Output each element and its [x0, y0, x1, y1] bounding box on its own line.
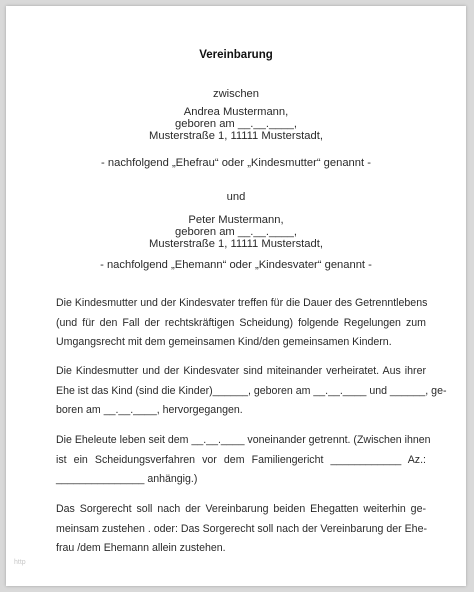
paragraph-line: Ehe ist das Kind (sind die Kinder)______, geboren am __.__.____ und ______, ge-: [56, 384, 447, 397]
paragraph-line: Umgangsrecht mit dem gemeinsamen Kind/den gemeinsamen Kindern.: [56, 336, 392, 348]
paragraph-line: boren am __.__.____, hervorgegangen.: [56, 404, 243, 416]
between-label: zwischen: [212, 88, 259, 100]
party1-born: geboren am __.__.____,: [175, 118, 297, 130]
party2-born: geboren am __.__.____,: [175, 226, 297, 238]
paragraph-line: _______________ anhängig.): [56, 473, 198, 485]
watermark-text: http: [14, 559, 26, 566]
paragraph-line: Die Kindesmutter und der Kindesvater treffen für die Dauer des Getrenntlebens: [56, 297, 428, 309]
party2-address: Musterstraße 1, 11111 Musterstadt,: [149, 238, 323, 250]
paragraph-line: Das Sorgerecht soll nach der Vereinbarung beiden Ehegatten weiterhin ge-: [56, 503, 426, 515]
and-label: und: [226, 191, 246, 203]
paragraph-line: Die Eheleute leben seit dem __.__.____ voneinander getrennt. (Zwischen ihnen: [56, 434, 431, 446]
paragraph-line: ist ein Scheidungsverfahren vor dem Familiengericht ____________ Az.:: [56, 453, 426, 466]
paragraph-line: meinsam zustehen . oder: Das Sorgerecht soll nach der Vereinbarung der Ehe-: [56, 522, 427, 535]
party2-designation: - nachfolgend „Ehemann“ oder „Kindesvater“ genannt -: [100, 259, 372, 271]
paragraph-sorgerecht: [56, 500, 426, 559]
paragraph-ehe: [56, 362, 447, 421]
paragraph-line: Die Kindesmutter und der Kindesvater sind miteinander verheiratet. Aus ihrer: [56, 365, 426, 377]
paragraph-line: (und für den Fall der rechtskräftigen Scheidung) folgende Regelungen zum: [56, 316, 426, 329]
document-page: [6, 6, 466, 586]
paragraph-line: frau /dem Ehemann allein zustehen.: [56, 542, 226, 554]
party2-name: Peter Mustermann,: [188, 214, 284, 226]
paragraph-umgangsrecht: [56, 294, 426, 353]
party1-address: Musterstraße 1, 11111 Musterstadt,: [149, 130, 323, 142]
party1-name: Andrea Mustermann,: [183, 106, 289, 118]
paragraph-getrennt: [56, 431, 431, 490]
party1-designation: - nachfolgend „Ehefrau“ oder „Kindesmutter“ genannt -: [101, 157, 371, 169]
document-title: Vereinbarung: [199, 49, 273, 61]
